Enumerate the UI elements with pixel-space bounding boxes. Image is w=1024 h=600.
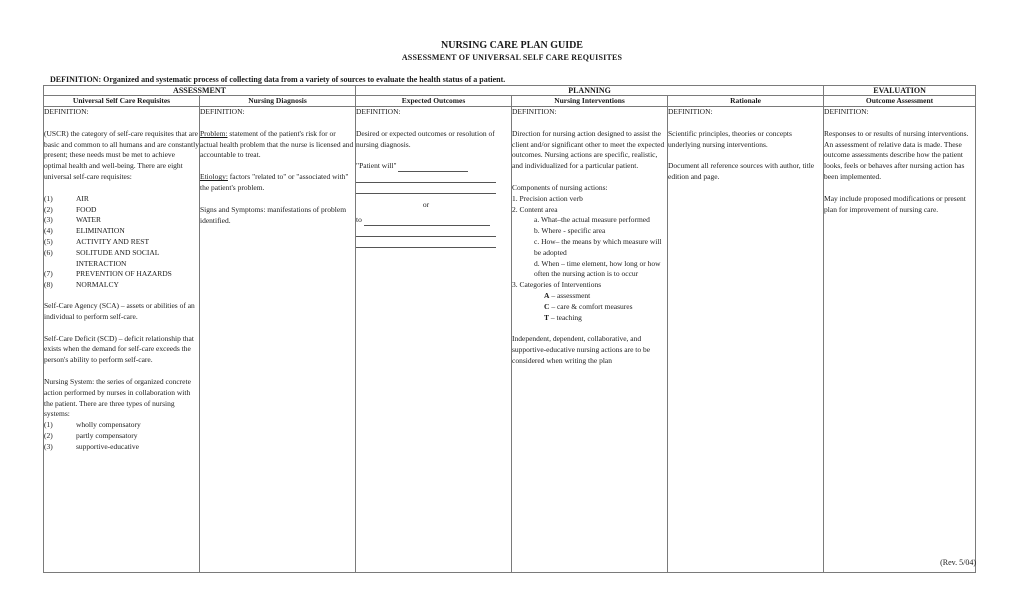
page-subtitle: ASSESSMENT OF UNIVERSAL SELF CARE REQUISITES xyxy=(401,53,623,62)
phase-planning: PLANNING xyxy=(356,86,824,96)
problem-label: Problem: xyxy=(200,128,228,138)
content-row xyxy=(44,107,976,573)
phase-assessment: ASSESSMENT xyxy=(44,86,356,96)
list-item: (4) ELIMINATION xyxy=(44,226,125,236)
interventions-definition: Direction for nursing action designed to assist the client and/or significant other to meet the expected outcomes. Nursing actions are specific, realistic, and individualized for a particular patient. xyxy=(512,128,665,171)
component-3: 3. Categories of Interventions xyxy=(512,280,602,290)
list-item: (2) partly compensatory xyxy=(44,430,138,440)
nursing-systems-list xyxy=(44,420,199,452)
requisites-list xyxy=(44,194,199,291)
component-2d: d. When – time element, how long or how often the nursing action is to occur xyxy=(534,258,661,279)
blank-line xyxy=(356,226,496,237)
def-label: DEFINITION: xyxy=(512,107,557,116)
cell-outcomes xyxy=(356,107,512,573)
components-intro: Components of nursing actions: xyxy=(512,182,608,192)
etiology-text: factors "related to" or "associated with" the patient's problem. xyxy=(200,172,349,192)
def-label: DEFINITION: xyxy=(200,107,245,116)
col-header-rationale: Rationale xyxy=(668,96,824,107)
category-care: C – care & comfort measures xyxy=(544,301,633,311)
or-text: or xyxy=(422,200,430,210)
list-item: (1) AIR xyxy=(44,193,89,203)
problem-definition xyxy=(200,129,355,161)
etiology-label: Etiology: xyxy=(200,172,228,182)
list-item: (2) FOOD xyxy=(44,204,97,214)
col-header-outcome-assessment: Outcome Assessment xyxy=(824,96,976,107)
nursing-system-intro: Nursing System: the series of organized concrete action performed by nurses in collaboration with the patient. There are three types of nursing systems: xyxy=(44,376,191,419)
page-title: NURSING CARE PLAN GUIDE xyxy=(441,40,583,51)
outcome-modifications: May include proposed modifications or present plan for improvement of nursing care. xyxy=(824,193,966,214)
component-2a: a. What–the actual measure performed xyxy=(534,215,650,225)
interventions-closing: Independent, dependent, collaborative, and supportive-educative nursing actions are to be considered when writing the plan xyxy=(512,334,651,365)
def-label: DEFINITION: xyxy=(824,107,869,116)
component-1: 1. Precision action verb xyxy=(512,193,583,203)
outcome-assessment-definition: Responses to or results of nursing interventions. An assessment of relative data is made. These outcome assessments describe how the patient looks, feels or behaves after nursing action has been implemented. xyxy=(824,128,969,181)
phase-evaluation: EVALUATION xyxy=(824,86,976,96)
list-item: (1) wholly compensatory xyxy=(44,420,141,430)
list-item: (7) PREVENTION OF HAZARDS xyxy=(44,269,172,279)
def-label: DEFINITION: xyxy=(356,107,401,116)
uscr-definition: (USCR) the category of self-care requisites that are basic and common to all humans and are constantly present; these needs must be met to achieve optimal health and well-being. There are eight universal self-care requisites: xyxy=(44,128,199,181)
list-item: (5) ACTIVITY AND REST xyxy=(44,236,150,246)
category-assessment: A – assessment xyxy=(544,290,591,300)
patient-will-line: "Patient will" xyxy=(356,161,511,172)
list-item: (3) WATER xyxy=(44,215,101,225)
blank-line xyxy=(356,183,496,194)
phase-header-row xyxy=(44,86,976,96)
component-2b: b. Where - specific area xyxy=(534,226,606,236)
etiology-definition xyxy=(200,172,355,194)
revision-note: (Rev. 5/04) xyxy=(940,558,976,567)
blank-line xyxy=(356,237,496,248)
cell-interventions xyxy=(512,107,668,573)
col-header-interventions: Nursing Interventions xyxy=(512,96,668,107)
col-header-requisites: Universal Self Care Requisites xyxy=(44,96,200,107)
category-teaching: T – teaching xyxy=(544,312,582,322)
cell-diagnosis xyxy=(200,107,356,573)
column-header-row xyxy=(44,96,976,107)
signs-symptoms: Signs and Symptoms: manifestations of problem identified. xyxy=(200,204,347,225)
rationale-definition: Scientific principles, theories or concepts underlying nursing interventions. xyxy=(668,128,792,149)
cell-requisites xyxy=(44,107,200,573)
assessment-definition: DEFINITION: Organized and systematic process of collecting data from a variety of sources to evaluate the health status of a patient. xyxy=(50,75,506,84)
self-care-deficit: Self-Care Deficit (SCD) – deficit relationship that exists when the demand for self-care exceeds the person's ability to perform self-care. xyxy=(44,333,194,365)
blank-line xyxy=(356,172,496,183)
component-2: 2. Content area xyxy=(512,204,558,214)
def-label: DEFINITION: xyxy=(668,107,713,116)
self-care-agency: Self-Care Agency (SCA) – assets or abilities of an individual to perform self-care. xyxy=(44,300,195,321)
outcomes-definition: Desired or expected outcomes or resolution of nursing diagnosis. xyxy=(356,128,495,149)
problem-text: statement of the patient's risk for or actual health problem that the nurse is licensed and accountable to treat. xyxy=(200,128,354,160)
list-item: (8) NORMALCY xyxy=(44,280,119,290)
cell-outcome-assessment xyxy=(824,107,976,573)
component-2c: c. How– the means by which measure will be adopted xyxy=(534,236,662,257)
def-label: DEFINITION: xyxy=(44,107,89,116)
list-item: (6) SOLITUDE AND SOCIAL INTERACTION xyxy=(44,247,160,268)
cell-rationale xyxy=(668,107,824,573)
col-header-outcomes: Expected Outcomes xyxy=(356,96,512,107)
list-item: (3) supportive-educative xyxy=(44,441,139,451)
col-header-diagnosis: Nursing Diagnosis xyxy=(200,96,356,107)
to-line: to xyxy=(356,215,511,226)
care-plan-table xyxy=(43,85,976,573)
rationale-documentation: Document all reference sources with author, title edition and page. xyxy=(668,161,815,182)
